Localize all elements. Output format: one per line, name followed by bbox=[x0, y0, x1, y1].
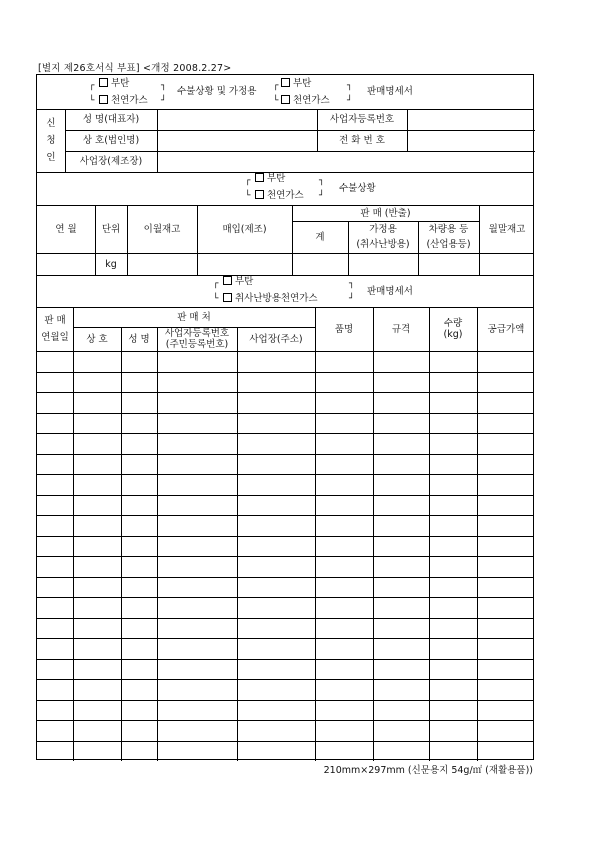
grid-column-line bbox=[373, 307, 374, 761]
table-row bbox=[37, 372, 533, 373]
col-unit: 단위 bbox=[101, 223, 121, 235]
bizno-field[interactable] bbox=[407, 109, 535, 130]
col-name: 성 명 bbox=[128, 333, 150, 345]
inventory-table bbox=[37, 205, 533, 275]
table-row bbox=[37, 597, 533, 598]
col-vehicle: 차량용 등 (산업용등) bbox=[426, 224, 471, 250]
form-footer: 210mm×297mm (신문용지 54g/㎡ (재활용품)) bbox=[323, 765, 533, 776]
bracket-top-right: ┐ bbox=[319, 176, 325, 186]
form-table bbox=[36, 74, 534, 760]
table-row bbox=[37, 659, 533, 660]
name-field[interactable] bbox=[157, 109, 317, 130]
bracket-top-left: ┌ bbox=[213, 279, 219, 289]
bracket-top-left: ┌ bbox=[245, 176, 251, 186]
checkbox-icon[interactable] bbox=[223, 276, 232, 285]
checkbox-icon[interactable] bbox=[281, 78, 290, 87]
grid-column-line bbox=[315, 307, 316, 761]
bracket-top-left: ┌ bbox=[89, 81, 95, 91]
col-trade: 상 호 bbox=[86, 333, 108, 345]
phone-label: 전 화 번 호 bbox=[339, 135, 385, 146]
bizno-label: 사업자등록번호 bbox=[329, 114, 395, 125]
section2-title bbox=[37, 172, 533, 205]
table-row bbox=[37, 638, 533, 639]
col-address: 사업장(주소) bbox=[249, 333, 303, 345]
form-header: [별지 제26호서식 부표] <개정 2008.2.27> bbox=[38, 63, 232, 74]
option-butane-2[interactable]: 부탄 bbox=[281, 78, 311, 89]
checkbox-icon[interactable] bbox=[99, 78, 108, 87]
section1-title bbox=[37, 75, 533, 109]
table-row bbox=[37, 618, 533, 619]
trade-field[interactable] bbox=[157, 130, 317, 151]
address-field[interactable] bbox=[157, 151, 535, 172]
option-natural-gas-3[interactable]: 천연가스 bbox=[255, 190, 304, 201]
checkbox-icon[interactable] bbox=[255, 173, 264, 182]
purchase-field[interactable] bbox=[197, 253, 292, 275]
bracket-top-left: ┌ bbox=[273, 81, 279, 91]
bracket-bottom-right: ┘ bbox=[347, 96, 353, 106]
table-row bbox=[37, 413, 533, 414]
vehicle-field[interactable] bbox=[418, 253, 479, 275]
prev-stock-field[interactable] bbox=[127, 253, 197, 275]
bracket-top-right: ┐ bbox=[161, 81, 167, 91]
table-row bbox=[37, 700, 533, 701]
col-month: 연 월 bbox=[55, 223, 77, 235]
address-label: 사업장(제조장) bbox=[79, 156, 143, 167]
col-spec: 규격 bbox=[391, 323, 411, 335]
table-row bbox=[37, 351, 533, 352]
sales-table bbox=[37, 307, 533, 761]
col-prev-stock: 이월재고 bbox=[143, 223, 181, 235]
section2-title-text: 수불상황 bbox=[339, 183, 376, 194]
total-field[interactable] bbox=[292, 253, 348, 275]
col-item: 품명 bbox=[334, 323, 354, 335]
household-field[interactable] bbox=[348, 253, 418, 275]
bracket-bottom-left: └ bbox=[273, 96, 279, 106]
bracket-bottom-right: ┘ bbox=[349, 294, 355, 304]
col-price: 공급가액 bbox=[487, 323, 525, 335]
table-row bbox=[37, 741, 533, 742]
col-sales: 판 매 (반출) bbox=[360, 207, 411, 219]
grid-column-line bbox=[477, 307, 478, 761]
grid-column-line bbox=[429, 307, 430, 761]
table-row bbox=[37, 392, 533, 393]
col-total: 계 bbox=[315, 231, 325, 243]
unit-value: kg bbox=[105, 258, 117, 270]
table-row bbox=[37, 556, 533, 557]
checkbox-icon[interactable] bbox=[281, 95, 290, 104]
table-row bbox=[37, 433, 533, 434]
table-row bbox=[37, 474, 533, 475]
end-stock-field[interactable] bbox=[479, 253, 535, 275]
option-natural-gas-1[interactable]: 천연가스 bbox=[99, 95, 148, 106]
col-purchase: 매입(제조) bbox=[222, 223, 267, 235]
bracket-bottom-right: ┘ bbox=[319, 191, 325, 201]
col-qty: 수량 (kg) bbox=[443, 318, 463, 340]
phone-field[interactable] bbox=[407, 130, 535, 151]
col-sale-date: 판 매 연월일 bbox=[41, 315, 69, 343]
table-row bbox=[37, 577, 533, 578]
section1-suffix: 판매명세서 bbox=[367, 86, 413, 97]
checkbox-icon[interactable] bbox=[223, 293, 232, 302]
section3-title bbox=[37, 275, 533, 307]
grid-column-line bbox=[73, 307, 74, 761]
table-row bbox=[37, 679, 533, 680]
bracket-bottom-left: └ bbox=[89, 96, 95, 106]
name-label: 성 명(대표자) bbox=[82, 114, 140, 125]
col-household: 가정용 (취사난방용) bbox=[356, 224, 410, 250]
applicant-block bbox=[37, 109, 533, 172]
option-household-natural-gas[interactable]: 취사난방용천연가스 bbox=[223, 293, 318, 304]
table-row bbox=[37, 515, 533, 516]
table-row bbox=[37, 495, 533, 496]
option-butane-3[interactable]: 부탄 bbox=[255, 173, 285, 184]
table-row bbox=[37, 720, 533, 721]
trade-label: 상 호(법인명) bbox=[82, 135, 140, 146]
col-bizno: 사업자등록번호 (주민등록번호) bbox=[164, 328, 230, 350]
section3-title-text: 판매명세서 bbox=[367, 286, 413, 297]
bracket-bottom-right: ┘ bbox=[161, 96, 167, 106]
checkbox-icon[interactable] bbox=[99, 95, 108, 104]
option-natural-gas-2[interactable]: 천연가스 bbox=[281, 95, 330, 106]
bracket-top-right: ┐ bbox=[347, 81, 353, 91]
table-row bbox=[37, 536, 533, 537]
col-end-stock: 월말재고 bbox=[488, 223, 526, 235]
table-row bbox=[37, 454, 533, 455]
bracket-top-right: ┐ bbox=[349, 279, 355, 289]
bracket-bottom-left: └ bbox=[213, 294, 219, 304]
option-butane-1[interactable]: 부탄 bbox=[99, 78, 129, 89]
checkbox-icon[interactable] bbox=[255, 190, 264, 199]
section1-middle-text: 수불상황 및 가정용 bbox=[177, 86, 257, 97]
option-butane-4[interactable]: 부탄 bbox=[223, 276, 253, 287]
applicant-side-label: 신 청 인 bbox=[46, 118, 56, 163]
col-buyer: 판 매 처 bbox=[177, 311, 211, 323]
bracket-bottom-left: └ bbox=[245, 191, 251, 201]
month-field[interactable] bbox=[37, 253, 95, 275]
